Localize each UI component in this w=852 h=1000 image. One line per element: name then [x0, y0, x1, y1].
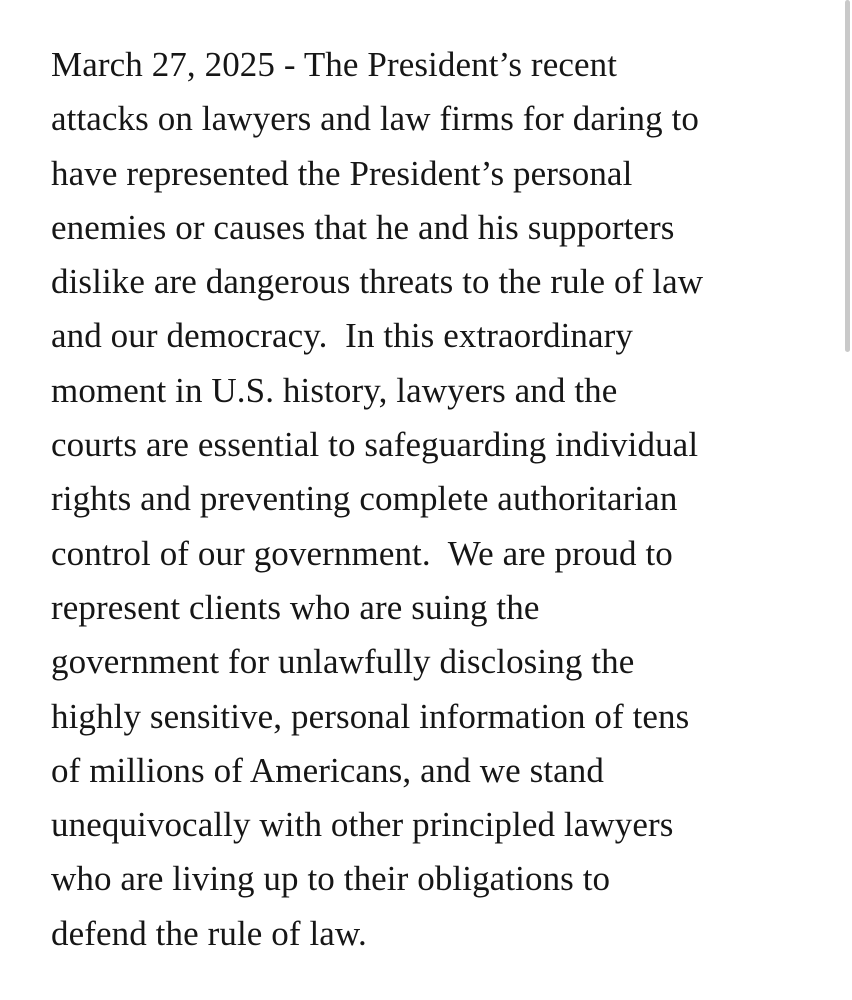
statement-line: of millions of Americans, and we stand: [51, 750, 604, 790]
statement-line: enemies or causes that he and his supporters: [51, 207, 675, 247]
statement-line: highly sensitive, personal information of tens: [51, 696, 690, 736]
statement-paragraph: [51, 38, 831, 961]
statement-line: and our democracy. In this extraordinary: [51, 316, 634, 356]
statement-line: control of our government. We are proud to: [51, 533, 673, 573]
statement-line: dislike are dangerous threats to the rule of law: [51, 262, 704, 302]
statement-line: have represented the President’s personal: [51, 153, 633, 193]
statement-line: March 27, 2025 - The President’s recent: [51, 45, 618, 84]
statement-line: courts are essential to safeguarding individual: [51, 425, 699, 465]
statement-line: government for unlawfully disclosing the: [51, 642, 635, 682]
statement-line: represent clients who are suing the: [51, 587, 540, 627]
statement-line: who are living up to their obligations to: [51, 859, 611, 899]
statement-line: attacks on lawyers and law firms for daring to: [51, 99, 700, 139]
statement-line: rights and preventing complete authoritarian: [51, 479, 678, 519]
statement-line: defend the rule of law.: [51, 913, 367, 953]
statement-line: moment in U.S. history, lawyers and the: [51, 370, 618, 410]
scrollbar-thumb[interactable]: [845, 0, 850, 352]
statement-line: unequivocally with other principled lawyers: [51, 805, 674, 845]
